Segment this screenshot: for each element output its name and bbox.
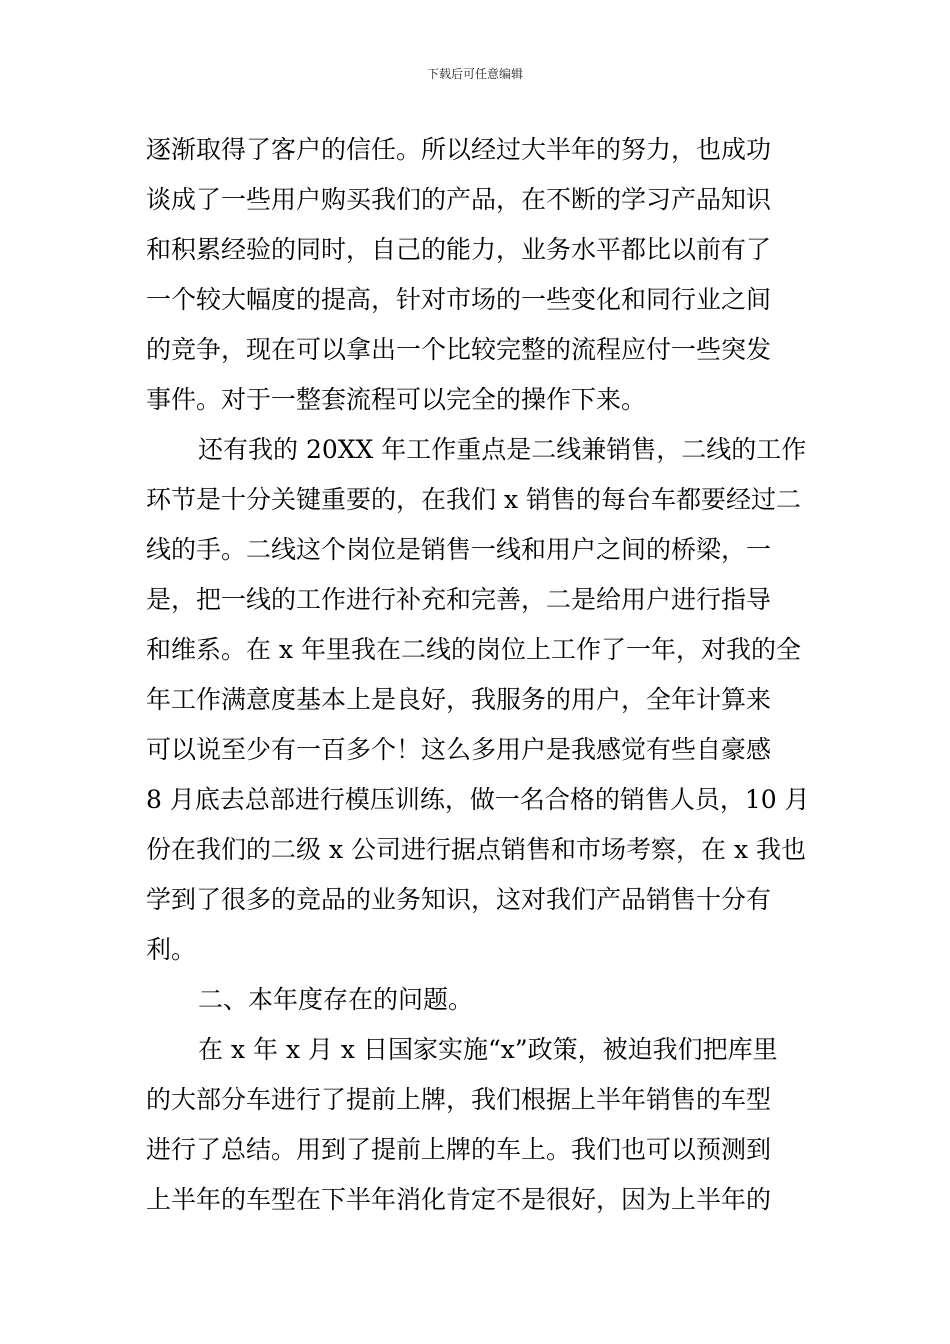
text-line: 事件。对于一整套流程可以完全的操作下来。 (146, 385, 647, 414)
text-line: 上半年的车型在下半年消化肯定不是很好，因为上半年的 (146, 1185, 772, 1214)
text-line: 利。 (146, 935, 197, 964)
text-line: 的竞争，现在可以拿出一个比较完整的流程应付一些突发 (146, 335, 772, 364)
paragraph-second-line-work (146, 425, 810, 975)
text-line: 和维系。在 x 年里我在二线的岗位上工作了一年，对我的全 (146, 635, 801, 664)
text-line: 进行了总结。用到了提前上牌的车上。我们也可以预测到 (146, 1135, 772, 1164)
page-header: 下载后可任意编辑 (426, 67, 523, 81)
text-line: 在 x 年 x 月 x 日国家实施“x”政策，被迫我们把库里 (198, 1035, 778, 1064)
text-line: 的大部分车进行了提前上牌，我们根据上半年销售的车型 (146, 1085, 772, 1114)
text-line: 是，把一线的工作进行补充和完善，二是给用户进行指导 (146, 585, 772, 614)
paragraph-intro-continuation (146, 125, 806, 425)
text-line: 一个较大幅度的提高，针对市场的一些变化和同行业之间 (146, 285, 772, 314)
text-line: 可以说至少有一百多个！这么多用户是我感觉有些自豪感 (146, 735, 772, 764)
text-line: 还有我的 20XX 年工作重点是二线兼销售，二线的工作 (198, 435, 807, 464)
document-body (146, 125, 810, 1225)
text-line: 份在我们的二级 x 公司进行据点销售和市场考察，在 x 我也 (146, 835, 806, 864)
text-line: 学到了很多的竞品的业务知识，这对我们产品销售十分有 (146, 885, 772, 914)
text-line: 和积累经验的同时，自己的能力，业务水平都比以前有了 (146, 235, 772, 264)
text-line: 谈成了一些用户购买我们的产品，在不断的学习产品知识 (146, 185, 772, 214)
text-line: 环节是十分关键重要的，在我们 x 销售的每台车都要经过二 (146, 485, 801, 514)
text-line: 逐渐取得了客户的信任。所以经过大半年的努力，也成功 (146, 135, 772, 164)
section-heading-problems (146, 975, 806, 1025)
text-line: 线的手。二线这个岗位是销售一线和用户之间的桥梁，一 (146, 535, 772, 564)
text-line: 8 月底去总部进行模压训练，做一名合格的销售人员，10 月 (146, 785, 810, 814)
text-line: 二、本年度存在的问题。 (198, 985, 474, 1014)
paragraph-policy-impact (146, 1025, 806, 1225)
text-line: 年工作满意度基本上是良好，我服务的用户，全年计算来 (146, 685, 772, 714)
